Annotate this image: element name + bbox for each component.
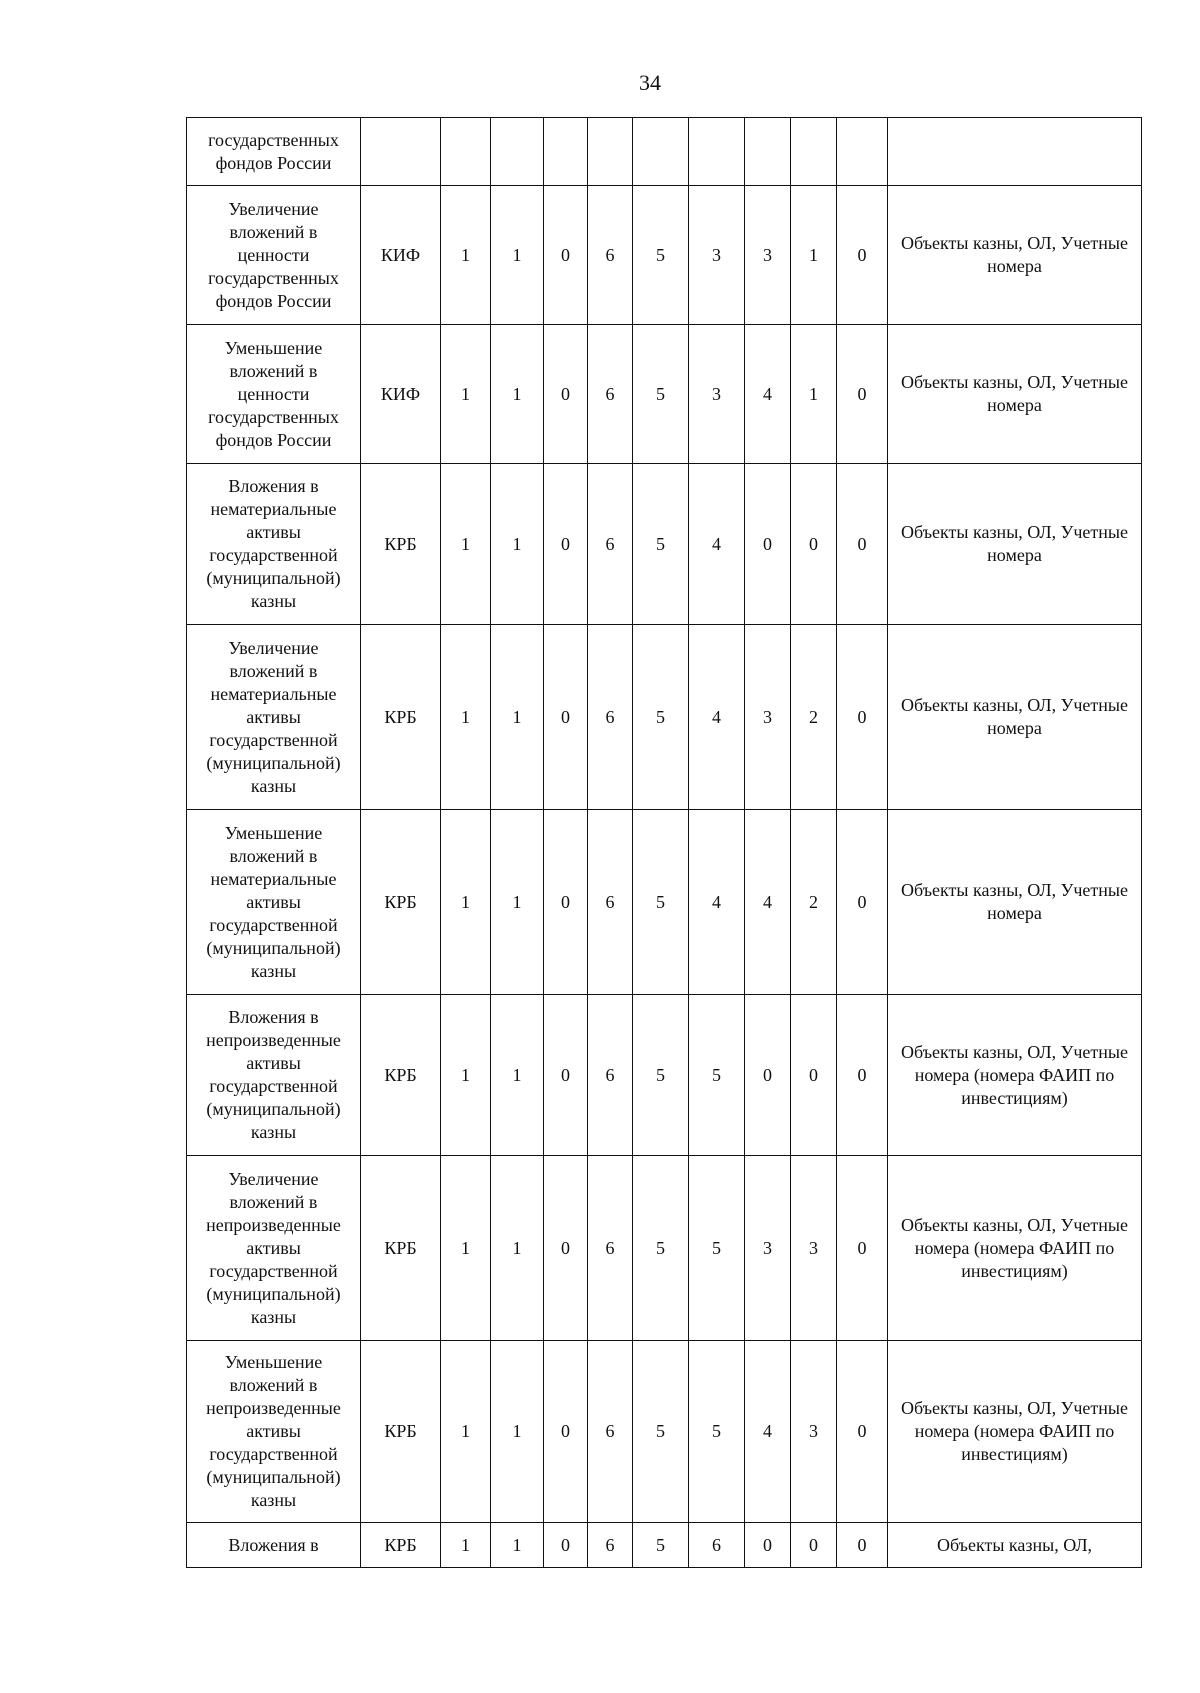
account-digit-cell: 3: [689, 186, 745, 325]
account-name-cell: Вложения в непроизведенные активы государственной (муниципальной) казны: [187, 995, 361, 1156]
account-digit-cell: 1: [491, 810, 544, 995]
account-digit-cell: 6: [588, 995, 633, 1156]
table-row: [187, 1341, 1142, 1523]
account-code-cell: КРБ: [361, 995, 441, 1156]
account-digit-cell: 0: [745, 1523, 791, 1568]
account-digit-cell: 6: [588, 625, 633, 810]
account-digit-cell: 1: [441, 625, 491, 810]
account-digit-cell: 0: [837, 1341, 888, 1523]
account-digit-cell: 3: [745, 186, 791, 325]
account-digit-cell: 4: [745, 1341, 791, 1523]
table-row: [187, 325, 1142, 464]
account-name-cell: Уменьшение вложений в непроизведенные активы государственной (муниципальной) казны: [187, 1341, 361, 1523]
account-digit-cell: 1: [441, 995, 491, 1156]
account-digit-cell: 0: [544, 995, 588, 1156]
account-name-cell: Вложения в нематериальные активы государственной (муниципальной) казны: [187, 464, 361, 625]
account-digit-cell: 1: [791, 186, 837, 325]
analytics-cell: Объекты казны, ОЛ,: [888, 1523, 1142, 1568]
analytics-cell: Объекты казны, ОЛ, Учетные номера (номера ФАИП по инвестициям): [888, 1341, 1142, 1523]
analytics-cell: Объекты казны, ОЛ, Учетные номера: [888, 325, 1142, 464]
account-digit-cell: 3: [745, 1156, 791, 1341]
account-digit-cell: 4: [689, 464, 745, 625]
account-digit-cell: 0: [544, 325, 588, 464]
account-digit-cell: 0: [745, 464, 791, 625]
account-digit-cell: 5: [633, 1341, 689, 1523]
account-digit-cell: 0: [837, 186, 888, 325]
account-digit-cell: 0: [544, 1341, 588, 1523]
account-digit-cell: 5: [633, 625, 689, 810]
account-digit-cell: 0: [837, 995, 888, 1156]
account-digit-cell: 0: [544, 1523, 588, 1568]
account-digit-cell: 0: [837, 1523, 888, 1568]
account-digit-cell: 1: [491, 464, 544, 625]
account-digit-cell: 0: [837, 810, 888, 995]
account-name-cell: Уменьшение вложений в нематериальные активы государственной (муниципальной) казны: [187, 810, 361, 995]
account-digit-cell: [544, 118, 588, 186]
account-digit-cell: 5: [633, 995, 689, 1156]
account-digit-cell: 3: [689, 325, 745, 464]
account-name-cell: Увеличение вложений в ценности государственных фондов России: [187, 186, 361, 325]
account-code-cell: КРБ: [361, 1523, 441, 1568]
accounts-table: [186, 117, 1142, 1568]
table-row: [187, 995, 1142, 1156]
account-digit-cell: 0: [837, 325, 888, 464]
account-digit-cell: 2: [791, 625, 837, 810]
analytics-cell: Объекты казны, ОЛ, Учетные номера: [888, 625, 1142, 810]
account-digit-cell: 3: [745, 625, 791, 810]
account-code-cell: [361, 118, 441, 186]
analytics-cell: Объекты казны, ОЛ, Учетные номера: [888, 186, 1142, 325]
account-digit-cell: 5: [633, 325, 689, 464]
table-row: [187, 1156, 1142, 1341]
account-digit-cell: 6: [588, 464, 633, 625]
account-digit-cell: 1: [491, 995, 544, 1156]
table-row: [187, 1523, 1142, 1568]
analytics-cell: Объекты казны, ОЛ, Учетные номера (номера ФАИП по инвестициям): [888, 995, 1142, 1156]
account-digit-cell: 6: [588, 1156, 633, 1341]
account-digit-cell: 5: [633, 186, 689, 325]
table-row: [187, 810, 1142, 995]
account-digit-cell: [441, 118, 491, 186]
account-digit-cell: 5: [689, 1156, 745, 1341]
account-digit-cell: 6: [588, 186, 633, 325]
account-name-cell: Увеличение вложений в непроизведенные активы государственной (муниципальной) казны: [187, 1156, 361, 1341]
account-digit-cell: [837, 118, 888, 186]
table-row: [187, 464, 1142, 625]
account-digit-cell: 0: [837, 464, 888, 625]
account-digit-cell: 5: [689, 995, 745, 1156]
table-row: [187, 118, 1142, 186]
account-code-cell: КРБ: [361, 464, 441, 625]
account-name-cell: Вложения в: [187, 1523, 361, 1568]
account-digit-cell: 2: [791, 810, 837, 995]
account-digit-cell: 1: [441, 464, 491, 625]
account-digit-cell: 0: [544, 464, 588, 625]
account-digit-cell: [491, 118, 544, 186]
account-digit-cell: [588, 118, 633, 186]
account-digit-cell: 4: [689, 625, 745, 810]
account-code-cell: КИФ: [361, 325, 441, 464]
account-digit-cell: 1: [441, 325, 491, 464]
account-code-cell: КРБ: [361, 810, 441, 995]
account-digit-cell: 6: [588, 325, 633, 464]
account-digit-cell: [745, 118, 791, 186]
account-digit-cell: 1: [441, 1341, 491, 1523]
account-digit-cell: 0: [837, 625, 888, 810]
account-digit-cell: 1: [441, 1523, 491, 1568]
account-digit-cell: 6: [588, 1341, 633, 1523]
account-name-cell: Уменьшение вложений в ценности государственных фондов России: [187, 325, 361, 464]
account-name-cell: Увеличение вложений в нематериальные активы государственной (муниципальной) казны: [187, 625, 361, 810]
account-digit-cell: 1: [491, 1156, 544, 1341]
account-digit-cell: 5: [633, 1156, 689, 1341]
account-digit-cell: 0: [544, 186, 588, 325]
account-digit-cell: 0: [544, 625, 588, 810]
account-digit-cell: 1: [441, 810, 491, 995]
analytics-cell: Объекты казны, ОЛ, Учетные номера (номера ФАИП по инвестициям): [888, 1156, 1142, 1341]
account-digit-cell: 5: [633, 1523, 689, 1568]
page-number: 34: [639, 70, 661, 95]
analytics-cell: Объекты казны, ОЛ, Учетные номера: [888, 810, 1142, 995]
account-digit-cell: 0: [791, 464, 837, 625]
account-code-cell: КРБ: [361, 1341, 441, 1523]
account-digit-cell: 1: [441, 1156, 491, 1341]
account-code-cell: КРБ: [361, 625, 441, 810]
account-digit-cell: 3: [791, 1156, 837, 1341]
account-name-cell: государственных фондов России: [187, 118, 361, 186]
account-code-cell: КРБ: [361, 1156, 441, 1341]
account-digit-cell: 1: [491, 325, 544, 464]
account-digit-cell: 6: [689, 1523, 745, 1568]
account-digit-cell: 6: [588, 1523, 633, 1568]
account-digit-cell: 4: [745, 810, 791, 995]
account-digit-cell: 6: [588, 810, 633, 995]
account-digit-cell: 4: [745, 325, 791, 464]
account-digit-cell: 1: [791, 325, 837, 464]
account-digit-cell: 5: [633, 810, 689, 995]
account-digit-cell: [633, 118, 689, 186]
account-digit-cell: [689, 118, 745, 186]
account-digit-cell: 0: [544, 1156, 588, 1341]
analytics-cell: Объекты казны, ОЛ, Учетные номера: [888, 464, 1142, 625]
account-digit-cell: 1: [491, 1523, 544, 1568]
analytics-cell: [888, 118, 1142, 186]
account-digit-cell: [791, 118, 837, 186]
table-row: [187, 625, 1142, 810]
account-digit-cell: 0: [791, 995, 837, 1156]
account-digit-cell: 0: [791, 1523, 837, 1568]
account-digit-cell: 3: [791, 1341, 837, 1523]
table-row: [187, 186, 1142, 325]
account-digit-cell: 0: [745, 995, 791, 1156]
account-digit-cell: 1: [441, 186, 491, 325]
account-digit-cell: 1: [491, 625, 544, 810]
account-digit-cell: 4: [689, 810, 745, 995]
account-digit-cell: 0: [544, 810, 588, 995]
account-digit-cell: 5: [633, 464, 689, 625]
account-digit-cell: 1: [491, 1341, 544, 1523]
account-digit-cell: 0: [837, 1156, 888, 1341]
account-digit-cell: 1: [491, 186, 544, 325]
account-digit-cell: 5: [689, 1341, 745, 1523]
account-code-cell: КИФ: [361, 186, 441, 325]
